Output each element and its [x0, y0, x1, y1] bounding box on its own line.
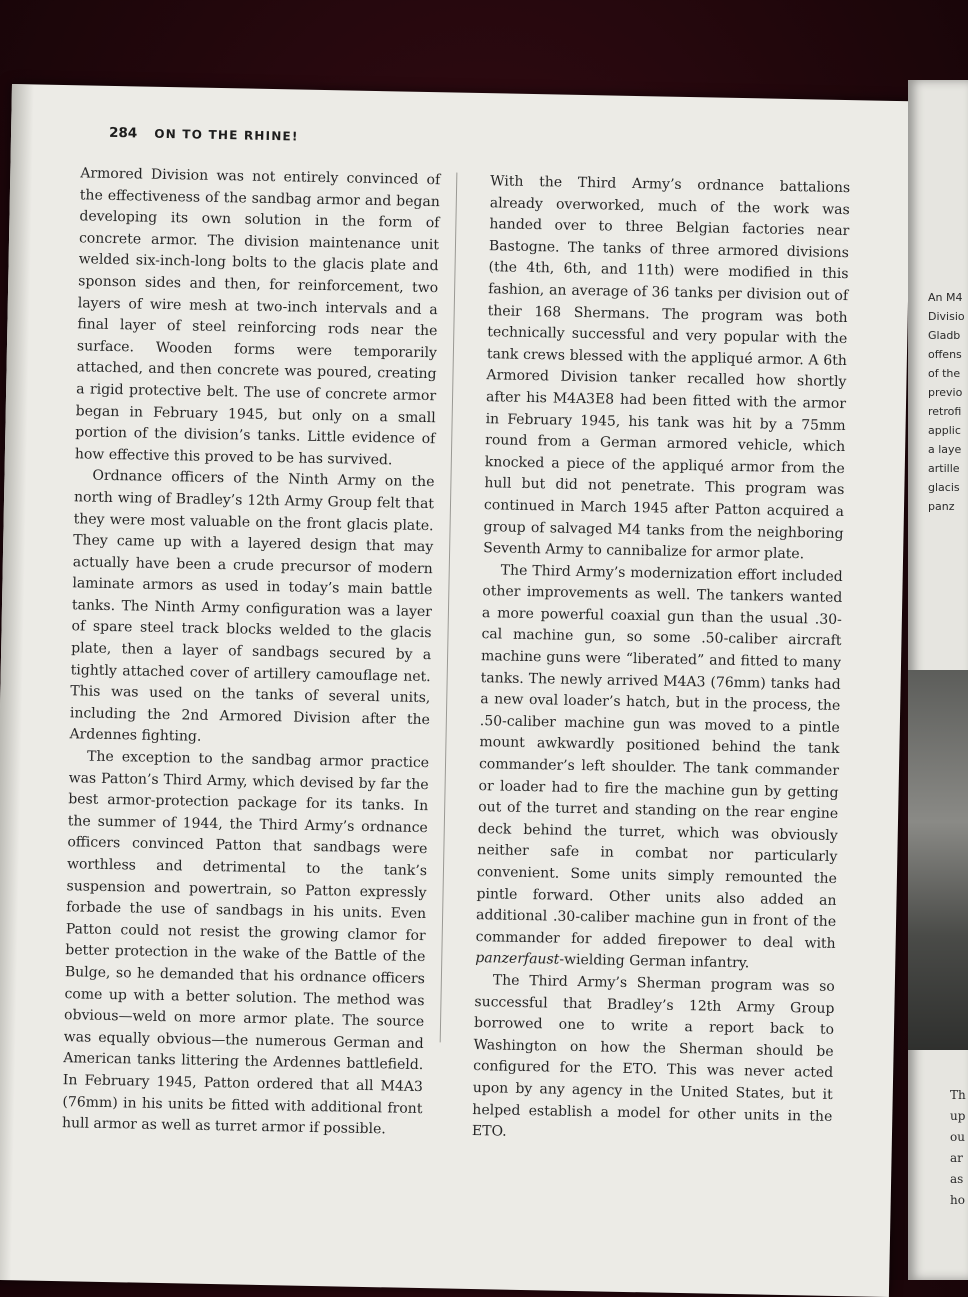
text-fragment: ar — [950, 1151, 963, 1165]
caption-fragment: a laye — [928, 443, 962, 456]
caption-fragment: retrofi — [928, 405, 962, 418]
facing-page-edge — [908, 80, 968, 1280]
page-header — [109, 122, 299, 145]
caption-fragment: An M4 — [928, 291, 963, 304]
left-text-column — [62, 163, 441, 1141]
paragraph: With the Third Army’s ordnance battalions already overworked, much of the work was handed over to three Belgian factories near Bastogne. The tanks of three armored divisions (the 4th, 6th, and 11th) were modified in this fashion, an average of 36 tanks per division out of their 168 Shermans. The program was both technically successful and very popular with the tank crews blessed with the appliqué armor. A 6th Armored Division tanker recalled how shortly after his M4A3E8 had been fitted with the armor in February 1945, his tank was hit by a 75mm round from a German armored vehicle, which knocked a piece of the appliqué armor from the hull but did not penetrate. This program was continued in March 1945 after Patton acquired a group of salvaged M4 tanks from the neighboring Seventh Army to cannibalize for armor plate. — [483, 173, 851, 563]
caption-fragment: previo — [928, 386, 963, 399]
text-fragment: ou — [950, 1130, 965, 1144]
paragraph: Ordnance officers of the Ninth Army on the north wing of Bradley’s 12th Army Group felt that they were most valuable on the front glacis plate. They came up with a layered design that may actually have been a crude precursor of modern laminate armors as used in today’s main battle tanks. The Ninth Army configuration was a layer of spare steel track blocks welded to the glacis plate, then a layer of sandbags secured by a tightly attached cover of artillery camouflage net. This was used on the tanks of several units, including the 2nd Armored Division after the Ardennes fighting. — [69, 467, 435, 746]
paragraph: Armored Division was not entirely convinced of the effectiveness of the sandbag armor and began developing its own solution in the form of concrete armor. The division maintenance unit welded six-inch-long bolts to the glacis plate and sponson sides and then, for reinforcement, two layers of wire mesh at two-inch intervals and a final layer of steel reinforcing rods near the surface. Wooden forms were temporarily attached, and then concrete was poured, creating a rigid protective belt. The use of concrete armor began in February 1945, but only on a small portion of the division’s tanks. Little evidence of how effective this proved to be has survived. — [74, 165, 441, 469]
caption-fragment: panz — [928, 500, 955, 513]
running-title: ON TO THE RHINE! — [154, 126, 299, 144]
book-page — [0, 84, 912, 1297]
page-number: 284 — [108, 124, 138, 142]
facing-page-caption — [928, 288, 965, 516]
caption-fragment: Divisio — [928, 310, 965, 323]
paragraph: The exception to the sandbag armor practice was Patton’s Third Army, which devised by far the best armor-protection package for its tanks. In the summer of 1944, the Third Army’s ordnance officers convinced Patton that sandbags were worthless and detrimental to the tank’s suspension and powertrain, so Patton expressly forbade the use of sandbags in his units. Even Patton could not resist the growing clamor for better protection in the wake of the Battle of the Bulge, so he demanded that his ordnance officers come up with a better solution. The method was obvious—weld on more armor plate. The source was equally obvious—the numerous German and American tanks littering the Ardennes battlefield. In February 1945, Patton ordered that all M4A3 (76mm) in his units be fitted with additional front hull armor as well as turret armor if possible. — [61, 748, 430, 1138]
facing-page-text — [950, 1085, 966, 1211]
caption-fragment: of the — [928, 367, 961, 380]
caption-fragment: glacis — [928, 481, 960, 494]
text-fragment: Th — [950, 1088, 966, 1102]
paragraph: The Third Army’s Sherman program was so successful that Bradley’s 12th Army Group borrowed one to write a report back to Washington on how the Sherman should be configured for the ETO. This was never acted upon by any agency in the United States, but it helped establish a model for other units in the ETO. — [471, 972, 835, 1140]
column-divider — [440, 173, 458, 1043]
caption-fragment: offens — [928, 348, 962, 361]
text-fragment: as — [950, 1172, 964, 1186]
page-gutter-shadow — [0, 84, 34, 1280]
caption-fragment: Gladb — [928, 329, 961, 342]
text-fragment: up — [950, 1109, 966, 1123]
caption-fragment: artille — [928, 462, 960, 475]
text-fragment: ho — [950, 1193, 965, 1207]
paragraph-text: The Third Army’s modernization effort included other improvements as well. The tankers wanted a more powerful coaxial gun than the usual .30-cal machine gun, so some .50-caliber aircraft machine guns were “liberated” and fitted to many tanks. The newly arrived M4A3 (76mm) tanks had a new oval loader’s hatch, but in the process, the .50-caliber machine gun was moved to a pintle mount awkwardly positioned behind the tank commander’s left shoulder. The tank commander or loader had to fire the machine gun by getting out of the turret and standing on the rear engine deck behind the turret, which was obviously neither safe in combat nor particularly convenient. Some units simply remounted the pintle forward. Other units also added an additional .30-caliber machine gun in front of the commander for added firepower to deal with — [475, 562, 843, 952]
facing-page-photo — [908, 670, 968, 1050]
paragraph-text: -wielding German infantry. — [559, 952, 750, 972]
right-text-column — [472, 171, 851, 1149]
paragraph — [475, 560, 843, 977]
italic-term: panzerfaust — [475, 950, 560, 969]
caption-fragment: applic — [928, 424, 961, 437]
